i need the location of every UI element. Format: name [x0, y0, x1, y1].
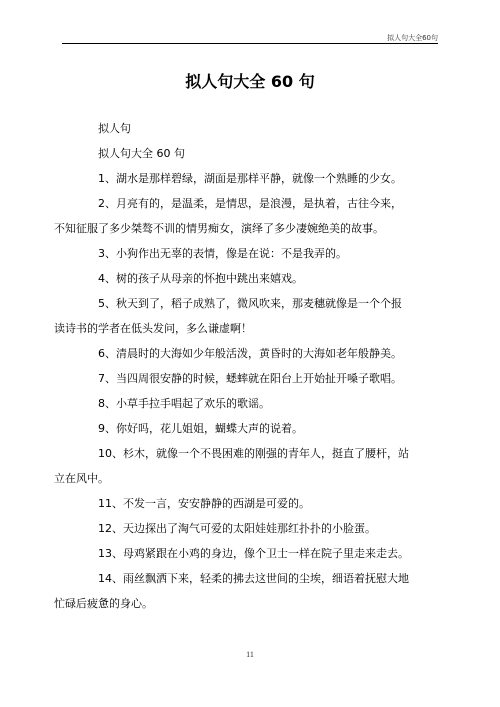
- paragraph: [76, 266, 430, 291]
- running-header-title: 拟人句大全60句: [387, 34, 438, 42]
- paragraph-line: 14、雨丝飘洒下来，轻柔的拂去这世间的尘埃，细语着抚慰大地: [98, 572, 409, 585]
- paragraph: [76, 341, 430, 366]
- paragraph-line: 12、天边探出了淘气可爱的太阳娃娃那红扑扑的小脸蛋。: [98, 522, 376, 535]
- paragraph: [76, 516, 430, 541]
- paragraph: [76, 116, 430, 141]
- document-title: 拟人句大全 60 句: [185, 71, 315, 91]
- paragraph-line: 1、湖水是那样碧绿，湖面是那样平静，就像一个熟睡的少女。: [98, 172, 402, 185]
- document-body: [54, 116, 430, 616]
- paragraph-line: 11、不发一言，安安静静的西湖是可爱的。: [98, 497, 310, 510]
- paragraph-line: 9、你好吗，花儿姐姐，蝴蝶大声的说着。: [98, 422, 303, 435]
- paragraph: [76, 541, 430, 566]
- paragraph-continuation-line: 读诗书的学者在低头发问，多么谦虚啊！: [54, 322, 252, 335]
- paragraph: [76, 366, 430, 391]
- page-number: 11: [246, 650, 254, 659]
- paragraph-line: 13、母鸡紧跟在小鸡的身边，像个卫士一样在院子里走来走去。: [98, 547, 409, 560]
- paragraph-continuation-line: 不知征服了多少桀骜不训的情男痴女，演绎了多少凄婉绝美的故事。: [54, 222, 384, 235]
- paragraph: [54, 291, 430, 341]
- paragraph-line: 8、小草手拉手唱起了欢乐的歌谣。: [98, 397, 270, 410]
- paragraph: [76, 241, 430, 266]
- paragraph-line: 2、月亮有的，是温柔，是情思，是浪漫，是执着，古往今来，: [98, 197, 402, 210]
- paragraph-line: 3、小狗作出无辜的表情，像是在说：不是我弄的。: [98, 247, 347, 260]
- paragraph: [76, 166, 430, 191]
- header-divider: [62, 43, 438, 44]
- paragraph: [54, 441, 430, 491]
- paragraph-line: 6、清晨时的大海如少年般活泼，黄昏时的大海如老年般静美。: [98, 347, 402, 360]
- paragraph: [54, 566, 430, 616]
- paragraph: [76, 141, 430, 166]
- paragraph-line: 7、当四周很安静的时候，蟋蟀就在阳台上开始扯开嗓子歌唱。: [98, 372, 402, 385]
- paragraph-line: 拟人句大全 60 句: [98, 147, 185, 160]
- paragraph: [76, 416, 430, 441]
- paragraph: [76, 491, 430, 516]
- paragraph: [76, 391, 430, 416]
- paragraph-line: 10、杉木，就像一个不畏困难的刚强的青年人，挺直了腰杆，站: [98, 447, 409, 460]
- paragraph: [54, 191, 430, 241]
- paragraph-continuation-line: 忙碌后疲惫的身心。: [54, 597, 153, 610]
- paragraph-line: 拟人句: [98, 122, 131, 135]
- page-header: [0, 0, 500, 44]
- paragraph-line: 5、秋天到了，稻子成熟了，微风吹来，那麦穗就像是一个个报: [98, 297, 402, 310]
- paragraph-line: 4、树的孩子从母亲的怀抱中跳出来嬉戏。: [98, 272, 303, 285]
- paragraph-continuation-line: 立在风中。: [54, 472, 109, 485]
